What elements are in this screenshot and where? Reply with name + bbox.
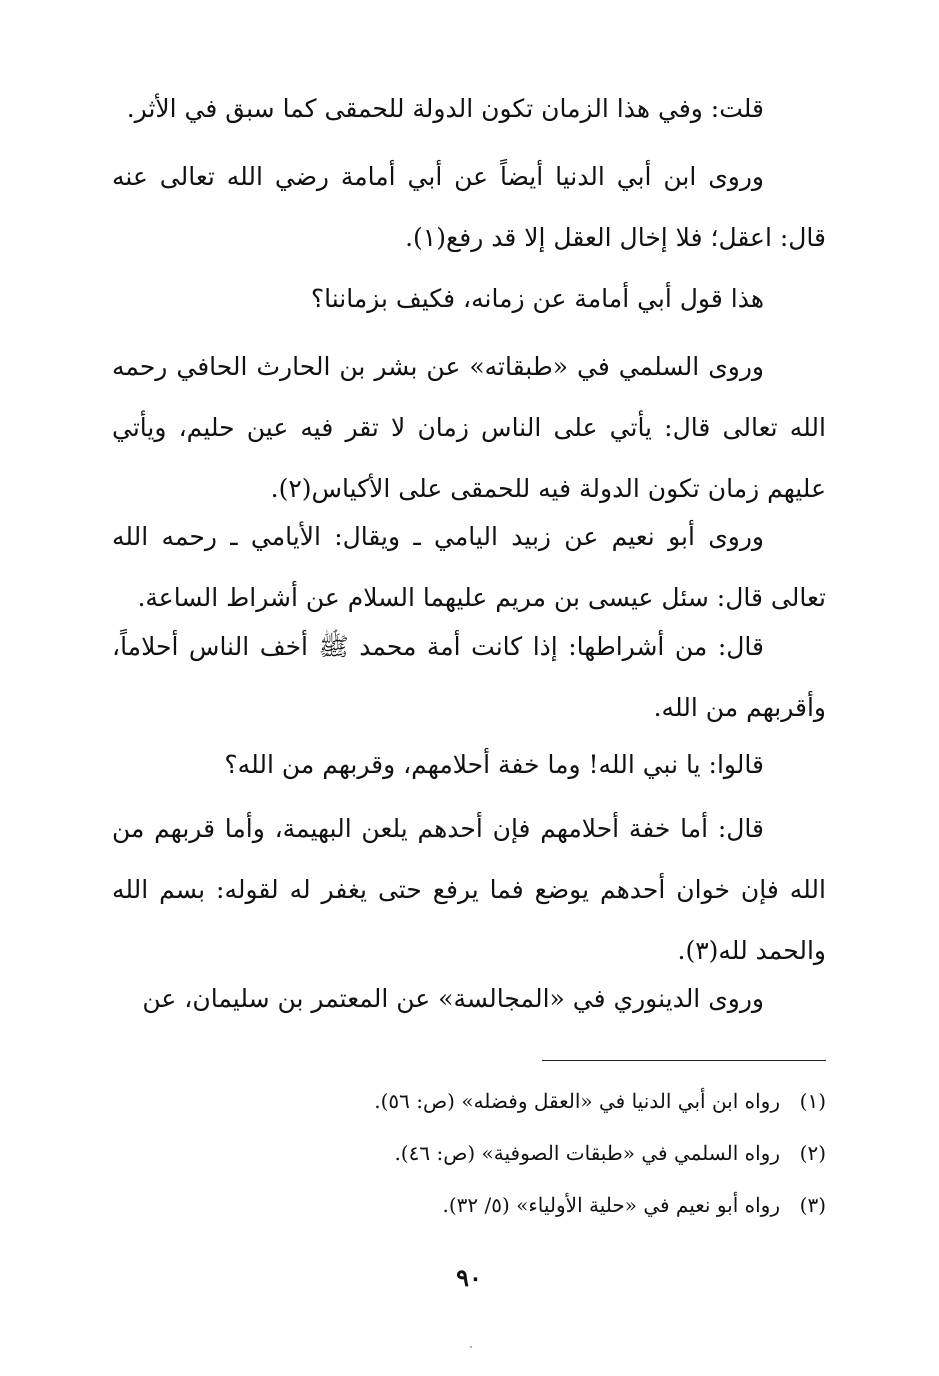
footnote-text: رواه السلمي في «طبقات الصوفية» (ص: ٤٦). — [394, 1141, 780, 1165]
footnote-separator — [542, 1060, 826, 1061]
footnote-number: (٣) — [799, 1193, 826, 1217]
scan-speck — [470, 1346, 472, 1348]
paragraph-8: قال: أما خفة أحلامهم فإن أحدهم يلعن البهيمة، وأما قربهم من الله فإن خوان أحدهم يوضع فما يرفع حتى يغفر له لقوله: بسم الله والحمد لله(٣). — [112, 814, 826, 965]
page-number: ٩٠ — [456, 1263, 482, 1292]
paragraph-4: وروى السلمي في «طبقاته» عن بشر بن الحارث الحافي رحمه الله تعالى قال: يأتي على الناس زمان لا تقر فيه عين حليم، ويأتي عليهم زمان تكون الدولة فيه للحمقى على الأكياس(٢). — [112, 352, 826, 503]
paragraph-7: قالوا: يا نبي الله! وما خفة أحلامهم، وقربهم من الله؟ — [224, 750, 764, 779]
footnote-number: (١) — [799, 1089, 826, 1113]
paragraph-6: قال: من أشراطها: إذا كانت أمة محمد ﷺ أخف الناس أحلاماً، وأقربهم من الله. — [112, 632, 826, 722]
paragraph-3: هذا قول أبي أمامة عن زمانه، فكيف بزماننا؟ — [310, 284, 764, 313]
paragraph-5: وروى أبو نعيم عن زبيد اليامي ـ ويقال: الأيامي ـ رحمه الله تعالى قال: سئل عيسى بن مريم عليهما السلام عن أشراط الساعة. — [112, 522, 826, 612]
footnote-2 — [112, 1140, 826, 1166]
footnote-number: (٢) — [799, 1141, 826, 1165]
paragraph-2: وروى ابن أبي الدنيا أيضاً عن أبي أمامة رضي الله تعالى عنه قال: اعقل؛ فلا إخال العقل إلا قد رفع(١). — [112, 162, 826, 252]
paragraph-9: وروى الدينوري في «المجالسة» عن المعتمر بن سليمان، عن — [142, 984, 764, 1013]
footnote-3 — [112, 1192, 826, 1218]
footnote-text: رواه أبو نعيم في «حلية الأولياء» (٥/ ٣٢). — [442, 1193, 780, 1217]
paragraph-1: قلت: وفي هذا الزمان تكون الدولة للحمقى كما سبق في الأثر. — [126, 94, 764, 123]
footnote-1 — [112, 1088, 826, 1114]
footnote-text: رواه ابن أبي الدنيا في «العقل وفضله» (ص: ٥٦). — [374, 1089, 780, 1113]
book-page — [112, 88, 826, 1338]
